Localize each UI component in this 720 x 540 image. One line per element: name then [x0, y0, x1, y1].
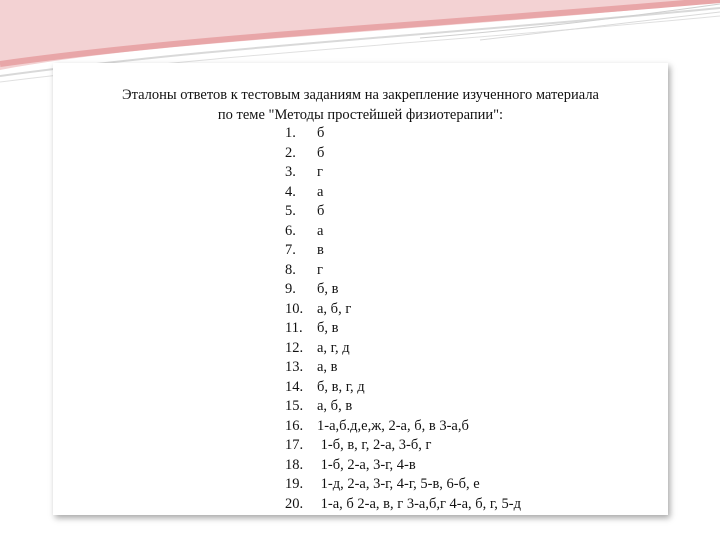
answer-number: 2.	[285, 144, 296, 161]
answer-number: 9.	[285, 281, 296, 297]
answer-number: 12.	[285, 339, 304, 356]
answer-number: 14.	[285, 378, 304, 395]
answer-row	[285, 202, 324, 220]
answer-row	[285, 241, 324, 259]
answer-row	[285, 397, 352, 415]
answer-text: а, г, д	[317, 339, 350, 356]
answer-number: 18.	[285, 456, 304, 473]
answer-text: 1-а, б 2-а, в, г 3-а,б,г 4-а, б, г, 5-д	[317, 495, 521, 512]
answer-row	[285, 495, 521, 513]
answer-number: 4.	[285, 183, 296, 200]
answer-text: а, б, в	[317, 398, 353, 414]
answer-row	[285, 261, 323, 279]
answer-number: 17.	[285, 437, 304, 453]
answer-number: 8.	[285, 261, 296, 278]
answer-number: 16.	[285, 417, 304, 434]
answer-number: 20.	[285, 495, 304, 512]
answer-row	[285, 358, 338, 376]
answer-text: в	[317, 242, 324, 258]
answer-text: 1-б, в, г, 2-а, 3-б, г	[317, 437, 432, 453]
answer-row	[285, 475, 480, 493]
answer-row	[285, 222, 323, 240]
answer-text: б	[317, 203, 325, 219]
answer-text: б, в	[317, 281, 339, 297]
answer-number: 11.	[285, 320, 303, 336]
answer-number: 19.	[285, 476, 304, 492]
answer-number: 13.	[285, 359, 304, 375]
answer-row	[285, 378, 365, 396]
answer-text: б, в, г, д	[317, 378, 365, 395]
answer-row	[285, 456, 416, 474]
answer-text: 1-б, 2-а, 3-г, 4-в	[317, 456, 416, 473]
answer-row	[285, 339, 350, 357]
answer-text: а, б, г	[317, 300, 352, 317]
answer-row	[285, 300, 351, 318]
answer-text: а	[317, 222, 324, 239]
answer-row	[285, 417, 469, 435]
answer-text: 1-а,б.д,е,ж, 2-а, б, в 3-а,б	[317, 417, 469, 434]
answer-text: г	[317, 164, 323, 180]
answer-text: а	[317, 183, 324, 200]
answer-number: 10.	[285, 300, 304, 317]
answer-text: 1-д, 2-а, 3-г, 4-г, 5-в, 6-б, е	[317, 476, 480, 492]
answer-text: б	[317, 144, 325, 161]
answer-row	[285, 436, 431, 454]
answer-text: а, в	[317, 359, 338, 375]
answer-text: б, в	[317, 320, 339, 336]
answer-text: г	[317, 261, 323, 278]
answer-row	[285, 319, 338, 337]
answer-number: 3.	[285, 164, 296, 180]
answer-row	[285, 144, 324, 162]
answer-number: 5.	[285, 203, 296, 219]
heading-line-1: Эталоны ответов к тестовым заданиям на закрепление изученного материала	[122, 87, 599, 103]
answer-number: 6.	[285, 222, 296, 239]
answer-number: 7.	[285, 242, 296, 258]
answer-row	[285, 163, 323, 181]
answer-text: б	[317, 125, 325, 141]
heading-line-2: по теме "Методы простейшей физиотерапии":	[217, 107, 504, 123]
answer-row	[285, 183, 323, 201]
answer-number: 1.	[285, 125, 296, 141]
answer-row	[285, 124, 324, 142]
answer-row	[285, 280, 338, 298]
answer-number: 15.	[285, 398, 304, 414]
